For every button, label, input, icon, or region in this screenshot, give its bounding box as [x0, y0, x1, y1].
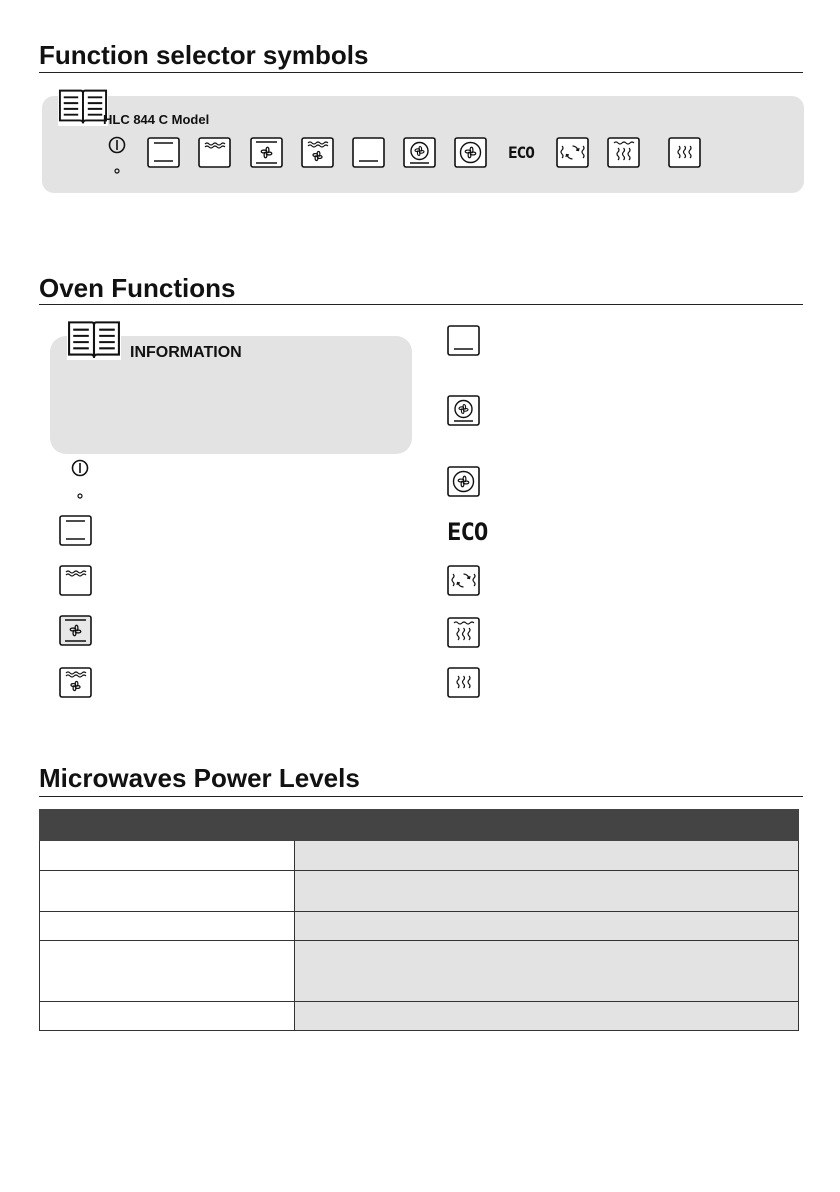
microwave-icon: [447, 666, 480, 699]
bottom-heat-icon: [447, 324, 480, 357]
table-header-row: [40, 810, 799, 841]
fan-circular-icon: [447, 465, 480, 498]
table-cell: [295, 912, 799, 941]
information-label: INFORMATION: [130, 344, 242, 361]
fan-grill-icon: [301, 137, 334, 168]
microwave-icon: [668, 137, 701, 168]
power-off-icon: [107, 136, 127, 176]
table-row: [40, 841, 799, 871]
eco-label: ECO: [447, 518, 488, 546]
model-label: HLC 844 C Model: [103, 112, 210, 127]
top-bottom-heat-icon: [147, 137, 180, 168]
power-levels-title: Microwaves Power Levels: [39, 763, 360, 793]
microwave-grill-icon: [607, 137, 640, 168]
eco-label: ECO: [508, 143, 534, 162]
information-book-icon: [67, 318, 121, 360]
table-cell: [40, 912, 295, 941]
info-book-icon: [58, 86, 108, 126]
table-cell: [40, 941, 295, 1002]
defrost-icon: [556, 137, 589, 168]
grill-icon: [59, 564, 92, 597]
fan-conventional-icon: [250, 137, 283, 168]
power-off-icon: [70, 459, 90, 501]
table-cell: [40, 1002, 295, 1031]
fan-conventional-icon: [59, 614, 92, 647]
fan-circular-bottom-icon: [403, 137, 436, 168]
table-row: [40, 941, 799, 1002]
fan-circular-icon: [454, 137, 487, 168]
fan-circular-bottom-icon: [447, 394, 480, 427]
oven-functions-rule: [39, 304, 803, 305]
oven-functions-title: Oven Functions: [39, 273, 236, 303]
bottom-heat-icon: [352, 137, 385, 168]
defrost-icon: [447, 564, 480, 597]
microwave-grill-icon: [447, 616, 480, 649]
selector-section-rule: [39, 72, 803, 73]
table-row: [40, 1002, 799, 1031]
selector-section-title: Function selector symbols: [39, 40, 369, 70]
top-bottom-heat-icon: [59, 514, 92, 547]
table-cell: [40, 871, 295, 912]
grill-icon: [198, 137, 231, 168]
table-row: [40, 871, 799, 912]
table-cell: [295, 941, 799, 1002]
table-header-cell: [40, 810, 295, 841]
table-cell: [295, 1002, 799, 1031]
fan-grill-icon: [59, 666, 92, 699]
table-row: [40, 912, 799, 941]
table-header-cell: [295, 810, 799, 841]
power-levels-table: [39, 809, 799, 1031]
table-cell: [295, 871, 799, 912]
table-cell: [40, 841, 295, 871]
power-levels-rule: [39, 796, 803, 797]
table-cell: [295, 841, 799, 871]
